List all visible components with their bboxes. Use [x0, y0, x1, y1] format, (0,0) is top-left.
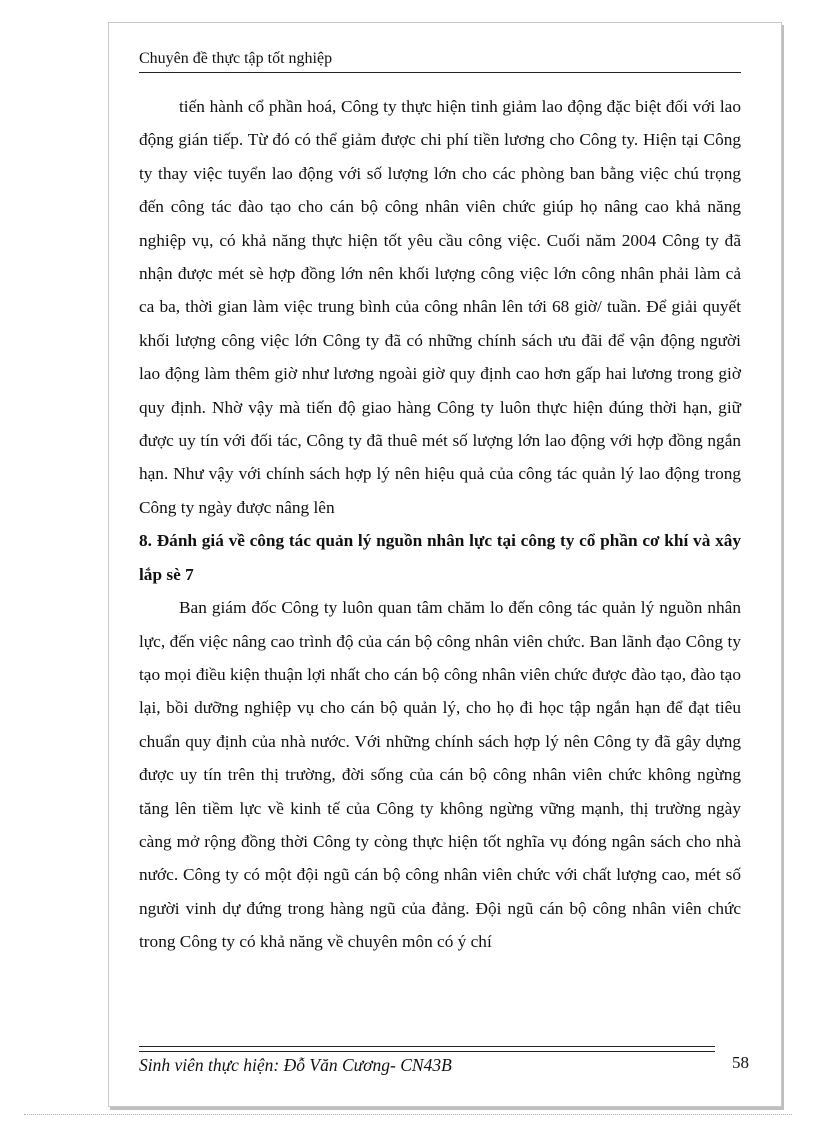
section-heading: 8. Đánh giá về công tác quản lý nguồn nhân lực tại công ty cổ phần cơ khí và xây lắp sè 7 [139, 531, 741, 584]
document-body [139, 90, 741, 959]
paragraph-continued: tiến hành cổ phần hoá, Công ty thực hiện tinh giảm lao động đặc biệt đối với lao động gián tiếp. Từ đó có thể giảm được chi phí tiền lương cho Công ty. Hiện tại Công ty thay việc tuyển lao động với số lượng lớn cho các phòng ban bằng việc chú trọng đến công tác đào tạo cho cán bộ công nhân viên chức giúp họ nâng cao khả năng nghiệp vụ, có khả năng thực hiện tốt yêu cầu công việc. Cuối năm 2004 Công ty đã nhận được mét sè hợp đồng lớn nên khối lượng công việc lớn công nhân phải làm cả ca ba, thời gian làm việc trung bình của công nhân lên tới 68 giờ/ tuần. Để giải quyết khối lượng công việc lớn Công ty đã có những chính sách ưu đãi để vận động người lao động làm thêm giờ như lương ngoài giờ quy định cao hơn gấp hai lương trong giờ quy định. Nhờ vậy mà tiến độ giao hàng Công ty luôn thực hiện đúng thời hạn, giữ được uy tín với đối tác, Công ty đã thuê mét số lượng lớn lao động với hợp đồng ngắn hạn. Như vậy với chính sách hợp lý nên hiệu quả của công tác quản lý lao động trong Công ty ngày được nâng lên [139, 97, 741, 517]
page-header [139, 49, 741, 73]
footer-double-rule [139, 1046, 715, 1052]
page-bottom-divider [24, 1114, 792, 1115]
paragraph: Ban giám đốc Công ty luôn quan tâm chăm lo đến công tác quản lý nguồn nhân lực, đến việc nâng cao trình độ của cán bộ công nhân viên chức. Ban lãnh đạo Công ty tạo mọi điều kiện thuận lợi nhất cho cán bộ công nhân viên chức được đào tạo, đào tạo lại, bồi dưỡng nghiệp vụ cho cán bộ quản lý, cho họ đi học tập ngắn hạn để đạt tiêu chuẩn quy định của nhà nước. Với những chính sách hợp lý nên Công ty đã gây dựng được uy tín trên thị trường, đời sống của cán bộ công nhân viên chức không ngừng tăng lên tiềm lực về kinh tế của Công ty không ngừng vững mạnh, thị trường ngày càng mở rộng đồng thời Công ty còng thực hiện tốt nghĩa vụ đóng ngân sách cho nhà nước. Công ty có một đội ngũ cán bộ công nhân viên chức với chất lượng cao, mét số người vinh dự đứng trong hàng ngũ của đảng. Đội ngũ cán bộ công nhân viên chức trong Công ty có khả năng về chuyên môn có ý chí [139, 598, 741, 952]
footer-author: Sinh viên thực hiện: Đỗ Văn Cương- CN43B [139, 1055, 452, 1075]
header-title: Chuyên đề thực tập tốt nghiệp [139, 50, 333, 67]
page-number: 58 [732, 1053, 749, 1072]
